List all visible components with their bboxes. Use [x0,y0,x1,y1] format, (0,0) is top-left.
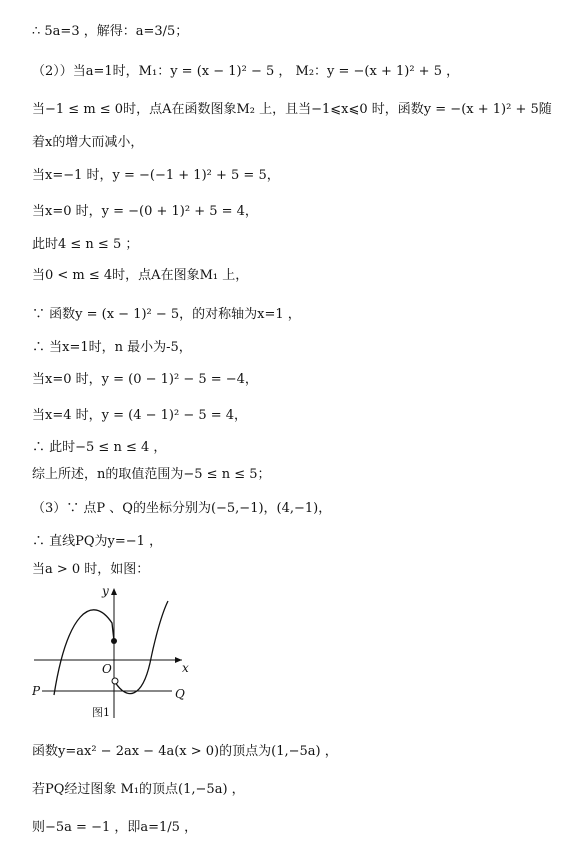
text-line-1: ∴ 5a=3 ，解得：a=3/5； [32,24,189,39]
open-point [112,678,118,684]
text-line-15: （3）∵ 点P 、Q的坐标分别为(−5,−1)，(4,−1)， [32,501,332,516]
text-line-6: 当x=0 时，y = −(0 + 1)² + 5 = 4， [32,204,258,219]
text-line-12: 当x=4 时，y = (4 − 1)² − 5 = 4， [32,408,248,423]
curve-m1 [115,601,168,694]
p-label: P [32,684,41,698]
text-line-17: 当a > 0 时，如图： [32,562,150,577]
text-line-3: 当−1 ≤ m ≤ 0时，点A在函数图象M₂ 上，且当−1⩽x⩽0 时，函数y = −(x + 1)² + 5随 [32,102,552,117]
text-line-11: 当x=0 时，y = (0 − 1)² − 5 = −4， [32,372,258,387]
text-line-10: ∴ 当x=1时，n 最小为-5， [32,340,192,355]
y-label: y [102,584,109,598]
text-line-7: 此时4 ≤ n ≤ 5 ； [32,237,139,252]
text-line-19: 若PQ经过图象 M₁的顶点(1,−5a) ， [32,782,245,797]
text-line-20: 则−5a = −1 ，即a=1/5 ， [32,820,198,835]
closed-point [111,638,117,644]
figure-1 [32,583,202,723]
graph-svg [32,583,202,723]
text-line-2: （2））当a=1时，M₁：y = (x − 1)² − 5 ， M₂：y = −(x + 1)² + 5 ， [32,64,460,79]
x-label: x [182,661,189,675]
text-line-18: 函数y=ax² − 2ax − 4a(x > 0)的顶点为(1,−5a) ， [32,744,338,759]
figure-caption: 图1 [92,706,110,719]
text-line-4: 着x的增大而减小， [32,135,144,150]
y-axis-arrow [111,588,117,595]
text-line-13: ∴ 此时−5 ≤ n ≤ 4 ， [32,440,167,455]
curve-m2 [54,610,114,695]
text-line-16: ∴ 直线PQ为y=−1 ， [32,534,163,549]
text-line-9: ∵ 函数y = (x − 1)² − 5，的对称轴为x=1 ， [32,307,301,322]
q-label: Q [175,687,185,701]
origin-label: O [102,662,112,676]
text-line-14: 综上所述，n的取值范围为−5 ≤ n ≤ 5； [32,467,271,482]
text-line-5: 当x=−1 时，y = −(−1 + 1)² + 5 = 5， [32,168,280,183]
x-axis-arrow [175,657,182,663]
text-line-8: 当0 < m ≤ 4时，点A在图象M₁ 上， [32,268,249,283]
